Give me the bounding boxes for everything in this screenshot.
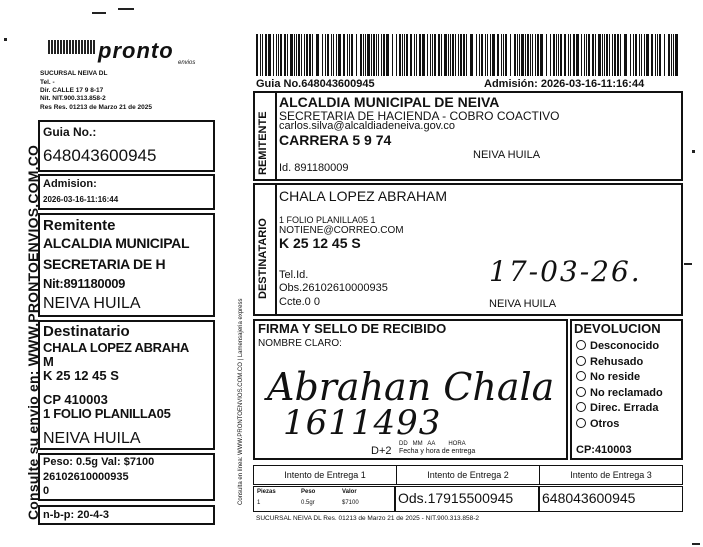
barcode-bar (399, 34, 401, 76)
barcode-bar (560, 34, 562, 76)
barcode-bar (365, 34, 366, 76)
barcode-bar (525, 34, 526, 76)
intento-1: Intento de Entrega 1 (254, 466, 397, 484)
d2-label: D+2 (371, 445, 392, 457)
barcode-bar (598, 34, 601, 76)
barcode-bar (460, 34, 462, 76)
remitente-side-label: REMITENTE (257, 111, 269, 175)
remitente-dept: SECRETARIA DE H (43, 256, 166, 272)
barcode-bar (503, 34, 504, 76)
radio-circle-icon (576, 340, 586, 350)
barcode-bar (497, 34, 499, 76)
barcode-bar (327, 34, 329, 76)
barcode-bar (268, 34, 271, 76)
barcode-bar (441, 34, 442, 76)
barcode-bar (505, 34, 507, 76)
barcode-bar (343, 34, 345, 76)
barcode-bar (576, 34, 579, 76)
barcode-bar (376, 34, 377, 76)
barcode-bar (432, 34, 433, 76)
barcode-bar (438, 34, 440, 76)
guia-header: Guia No.648043600945 (256, 78, 375, 90)
barcode-bar (630, 34, 631, 76)
barcode-bar (617, 34, 619, 76)
firma-title: FIRMA Y SELLO DE RECIBIDO (258, 321, 447, 336)
barcode-bar (635, 34, 637, 76)
destinatario-box (38, 320, 215, 450)
barcode-bar (430, 34, 431, 76)
barcode-bar (301, 34, 302, 76)
barcode-bar (633, 34, 634, 76)
devolucion-option (576, 370, 663, 386)
branch-name: SUCURSAL NEIVA DL (40, 70, 108, 77)
admision-label: Admision: (43, 178, 97, 190)
radio-circle-icon (576, 418, 586, 428)
dest-obs2: Obs.26102610000935 (279, 282, 388, 294)
barcode-bar (604, 34, 605, 76)
barcode-bar (673, 34, 674, 76)
remitente-name: ALCALDIA MUNICIPAL (43, 235, 190, 251)
barcode-bar (414, 34, 415, 76)
guia-number: 648043600945 (43, 146, 157, 165)
barcode-bar (325, 34, 326, 76)
barcode-bar (367, 34, 370, 76)
scan-mark (684, 263, 692, 265)
barcode-bar (386, 34, 389, 76)
radio-circle-icon (576, 371, 586, 381)
peso-valor-line: Peso: 0.5g Val: $7100 (43, 456, 155, 468)
peso-value: 0.5gr (301, 500, 315, 506)
scan-mark (92, 12, 106, 14)
barcode-bar (349, 34, 350, 76)
nbp-code: n-b-p: 20-4-3 (43, 509, 109, 521)
devolucion-title: DEVOLUCION (574, 321, 661, 336)
barcode-bar (586, 34, 587, 76)
barcode-bar (510, 34, 511, 76)
barcode-bar (470, 34, 473, 76)
barcode-bar (476, 34, 477, 76)
dest-city: NEIVA HUILA (489, 298, 557, 310)
barcode-bar (659, 34, 661, 76)
barcode-bar (316, 34, 319, 76)
admision-header: Admisión: 2026-03-16-11:16:44 (484, 78, 645, 90)
barcode-bar (280, 34, 282, 76)
remitente-nit: Nit:891180009 (43, 276, 126, 291)
rem-dept: SECRETARIA DE HACIENDA - COBRO COACTIVO (279, 109, 560, 123)
barcode-bar (406, 34, 408, 76)
barcode-bar (609, 34, 610, 76)
logo-wave (48, 40, 96, 54)
devolucion-option-label: Direc. Errada (590, 402, 659, 414)
barcode-bar (546, 34, 547, 76)
scan-mark (118, 8, 134, 10)
barcode-bar (455, 34, 456, 76)
barcode-bar (519, 34, 520, 76)
devolucion-cp: CP:410003 (576, 444, 632, 456)
barcode-bar (309, 34, 311, 76)
barcode-bar (312, 34, 313, 76)
barcode-bar (584, 34, 585, 76)
dest-address: K 25 12 45 S (279, 235, 361, 251)
company-logo: pronto (98, 38, 174, 63)
barcode-bar (492, 34, 495, 76)
barcode-bar (592, 34, 594, 76)
barcode-bar (521, 34, 524, 76)
barcode-bar (466, 34, 467, 76)
website-side-text: Consulte su envio en: WWW.PRONTOENVIOS.COM.CO (25, 144, 41, 520)
piezas-value: 1 (257, 500, 261, 506)
destinatario-side-label: DESTINATARIO (257, 218, 269, 299)
barcode-bar (278, 34, 279, 76)
barcode-bar (657, 34, 658, 76)
destinatario-name-2: M (43, 354, 54, 369)
devolucion-option-label: Rehusado (590, 355, 644, 368)
barcode-bar (444, 34, 447, 76)
intento-3: Intento de Entrega 3 (570, 470, 652, 480)
barcode-bar (347, 34, 348, 76)
barcode-bar (378, 34, 379, 76)
barcode-bar (296, 34, 297, 76)
destinatario-title: Destinatario (43, 323, 130, 340)
barcode-bar (606, 34, 608, 76)
barcode-bar (641, 34, 642, 76)
barcode-bar (530, 34, 531, 76)
barcode-bar (306, 34, 308, 76)
barcode-bar (573, 34, 575, 76)
barcode-bar (553, 34, 555, 76)
barcode-bar (655, 34, 656, 76)
scan-mark (692, 150, 695, 153)
destinatario-section (253, 183, 683, 316)
intento-2: Intento de Entrega 2 (397, 466, 540, 484)
barcode-bar (450, 34, 451, 76)
consulta-side-text: Consulta en línea: WWW.PRONTOENVIOS.COM.CO | Lamensajeria express (238, 298, 244, 505)
barcode-bar (260, 34, 261, 76)
destinatario-name-1: CHALA LOPEZ ABRAHA (43, 340, 190, 355)
barcode-bar (532, 34, 533, 76)
handwritten-signature: Abrahan Chala (267, 365, 555, 409)
barcode-bar (558, 34, 559, 76)
barcode-bar (381, 34, 382, 76)
dest-ccte: Ccte.0 0 (279, 296, 320, 308)
barcode-bar (419, 34, 421, 76)
barcode-bar (410, 34, 412, 76)
barcode-bar (322, 34, 323, 76)
branch-resolution: Res Res. 01213 de Marzo 21 de 2025 (40, 104, 153, 111)
branch-address: Dir. CALLE 17 9 8-17 (40, 87, 104, 94)
admision-box (38, 174, 215, 210)
barcode-bar (570, 34, 571, 76)
barcode-bar (646, 34, 649, 76)
barcode-bar (284, 34, 286, 76)
barcode-bar (273, 34, 274, 76)
barcode-bar (402, 34, 403, 76)
barcode-bar (595, 34, 596, 76)
dest-tel: Tel.Id. (279, 269, 309, 281)
nombre-claro-label: NOMBRE CLARO: (258, 338, 342, 349)
barcode-bar (675, 34, 678, 76)
barcode-bar (265, 34, 267, 76)
valor-label: Valor (342, 489, 357, 495)
barcode-bar (487, 34, 488, 76)
devolucion-section (570, 319, 683, 460)
barcode-bar (434, 34, 436, 76)
barcode-bar (588, 34, 590, 76)
barcode-bar (527, 34, 529, 76)
barcode (256, 34, 682, 76)
dest-email: NOTIENE@CORREO.COM (279, 225, 404, 236)
rem-id: Id. 891180009 (279, 162, 349, 174)
radio-circle-icon (576, 356, 586, 366)
scan-mark (4, 38, 7, 41)
barcode-bar (351, 34, 353, 76)
barcode-bar (396, 34, 397, 76)
rem-city: NEIVA HUILA (473, 149, 541, 161)
barcode-bar (298, 34, 300, 76)
divider (394, 487, 396, 511)
fecha-label: Fecha y hora de entrega (399, 448, 476, 455)
remitente-city: NEIVA HUILA (43, 295, 141, 312)
barcode-bar (404, 34, 405, 76)
handwritten-id: 1611493 (283, 403, 442, 443)
barcode-bar (664, 34, 665, 76)
barcode-bar (644, 34, 645, 76)
dest-name: CHALA LOPEZ ABRAHAM (279, 188, 448, 204)
rem-address: CARRERA 5 9 74 (279, 132, 392, 148)
nbp-box (38, 505, 215, 525)
guia-label: Guia No.: (43, 125, 97, 139)
dest-obs: 1 FOLIO PLANILLA05 1 (279, 215, 376, 225)
destinatario-city: NEIVA HUILA (43, 430, 141, 447)
remitente-box (38, 213, 215, 317)
barcode-bar (517, 34, 518, 76)
bottom-row (253, 486, 683, 512)
barcode-bar (336, 34, 337, 76)
barcode-bar (671, 34, 672, 76)
barcode-bar (256, 34, 258, 76)
devolucion-option-label: No reside (590, 371, 641, 383)
valor-value: $7100 (342, 500, 359, 506)
devolucion-option-label: Otros (590, 417, 620, 430)
barcode-bar (371, 34, 372, 76)
devolucion-option (576, 417, 663, 433)
remitente-title: Remitente (43, 217, 116, 234)
destinatario-address: K 25 12 45 S (43, 368, 119, 383)
admision-value: 2026-03-16-11:16:44 (43, 195, 119, 204)
barcode-bar (331, 34, 332, 76)
barcode-bar (481, 34, 483, 76)
barcode-bar (612, 34, 613, 76)
barcode-bar (333, 34, 334, 76)
barcode-bar (568, 34, 569, 76)
barcode-bar (550, 34, 551, 76)
handwritten-date: 17-03-26. (489, 255, 642, 288)
intentos-row (253, 465, 683, 485)
piezas-label: Piezas (257, 489, 276, 495)
firma-section (253, 319, 568, 460)
radio-circle-icon (576, 402, 586, 412)
devolucion-option-label: No reclamado (590, 386, 663, 399)
barcode-bar (535, 34, 536, 76)
barcode-bar (448, 34, 449, 76)
footer-text: SUCURSAL NEIVA DL Res. 01213 de Marzo 21 de 2025 - NIT.900.313.858-2 (256, 515, 480, 522)
barcode-bar (294, 34, 295, 76)
zero-value: 0 (43, 485, 50, 497)
barcode-bar (422, 34, 425, 76)
divider (538, 487, 540, 511)
barcode-bar (360, 34, 362, 76)
barcode-bar (624, 34, 627, 76)
barcode-bar (479, 34, 480, 76)
devolucion-option-label: Desconocido (590, 340, 660, 352)
barcode-bar (564, 34, 566, 76)
barcode-bar (463, 34, 465, 76)
barcode-bar (373, 34, 375, 76)
barcode-bar (276, 34, 277, 76)
devolucion-option (576, 386, 663, 402)
branch-tel: Tel. - (40, 79, 55, 86)
destinatario-cp: CP 410003 (43, 392, 108, 407)
barcode-bar (287, 34, 288, 76)
barcode-bar (485, 34, 486, 76)
branch-nit: Nit. NIT.900.313.858-2 (40, 95, 106, 102)
reference-number: 26102610000935 (43, 471, 129, 483)
logo-subtitle: envios (178, 60, 196, 66)
barcode-bar (383, 34, 385, 76)
barcode-bar (416, 34, 417, 76)
barcode-bar (668, 34, 670, 76)
devolucion-option (576, 355, 663, 371)
barcode-bar (540, 34, 543, 76)
barcode-bar (392, 34, 393, 76)
rem-name: ALCALDIA MUNICIPAL DE NEIVA (279, 94, 500, 110)
barcode-bar (363, 34, 364, 76)
devolucion-option (576, 339, 663, 355)
date-columns: DD MM AA HORA (399, 441, 466, 447)
remitente-section (253, 91, 683, 181)
peso-box (38, 453, 215, 501)
peso-label: Peso (301, 489, 316, 495)
barcode-bar (514, 34, 516, 76)
radio-circle-icon (576, 387, 586, 397)
devolucion-option (576, 401, 663, 417)
barcode-bar (490, 34, 491, 76)
barcode-bar (581, 34, 582, 76)
rem-email: carlos.silva@alcaldiadeneiva.gov.co (279, 120, 456, 132)
logo-box (38, 24, 215, 120)
guia-box (38, 120, 215, 172)
ods-number: Ods.17915500945 (398, 490, 514, 506)
guia-bottom: 648043600945 (542, 490, 636, 506)
barcode-bar (537, 34, 539, 76)
barcode-bar (556, 34, 557, 76)
barcode-bar (452, 34, 454, 76)
barcode-bar (458, 34, 459, 76)
destinatario-obs: 1 FOLIO PLANILLA05 (43, 406, 171, 421)
barcode-bar (338, 34, 341, 76)
barcode-bar (639, 34, 640, 76)
scan-mark (692, 543, 700, 545)
barcode-bar (651, 34, 653, 76)
barcode-bar (602, 34, 603, 76)
barcode-bar (501, 34, 502, 76)
barcode-bar (290, 34, 293, 76)
barcode-bar (427, 34, 428, 76)
barcode-bar (304, 34, 305, 76)
barcode-bar (262, 34, 263, 76)
devolucion-options (576, 339, 663, 432)
barcode-bar (356, 34, 357, 76)
barcode-bar (614, 34, 616, 76)
barcode-bar (620, 34, 621, 76)
